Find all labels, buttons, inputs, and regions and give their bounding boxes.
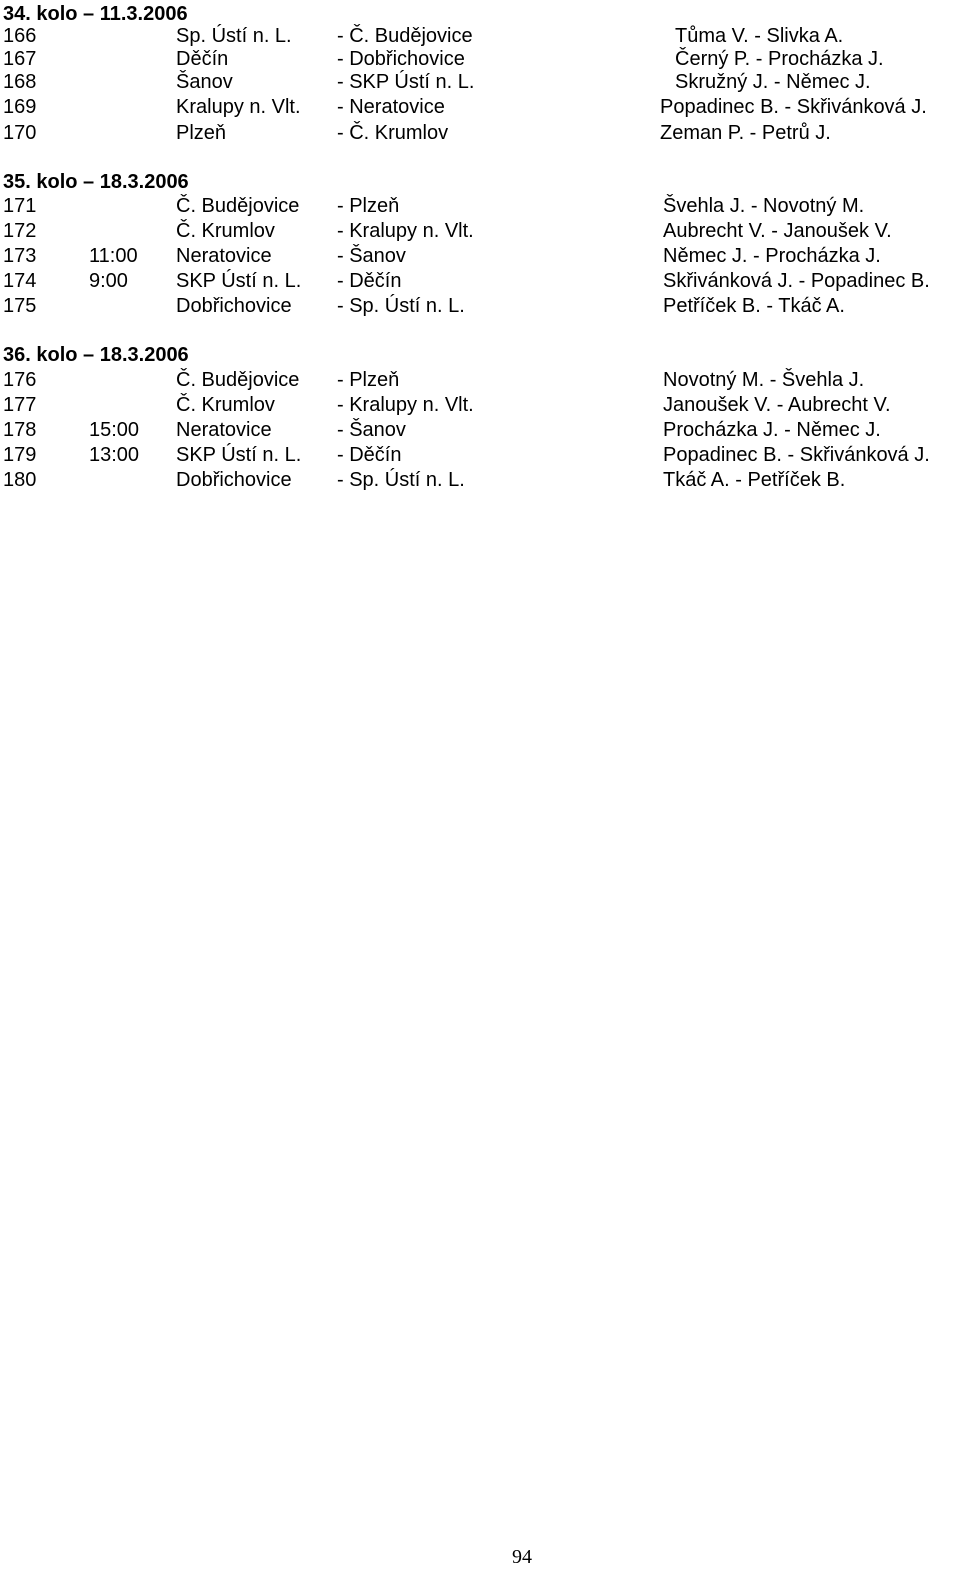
match-time: 11:00 xyxy=(89,245,138,267)
away-team: - Sp. Ústí n. L. xyxy=(337,295,465,317)
referees: Černý P. - Procházka J. xyxy=(675,48,884,70)
match-number: 180 xyxy=(3,469,37,491)
home-team: SKP Ústí n. L. xyxy=(176,444,302,466)
home-team: Dobřichovice xyxy=(176,295,292,317)
match-number: 171 xyxy=(3,195,37,217)
match-row xyxy=(0,468,960,492)
match-row xyxy=(0,70,960,94)
page-number: 94 xyxy=(512,1546,532,1568)
match-number: 168 xyxy=(3,71,37,93)
match-row xyxy=(0,244,960,268)
match-number: 178 xyxy=(3,419,37,441)
referees: Petříček B. - Tkáč A. xyxy=(663,295,845,317)
referees: Tkáč A. - Petříček B. xyxy=(663,469,846,491)
home-team: Sp. Ústí n. L. xyxy=(176,25,292,47)
away-team: - SKP Ústí n. L. xyxy=(337,71,475,93)
away-team: - Neratovice xyxy=(337,96,445,118)
home-team: Plzeň xyxy=(176,122,227,144)
away-team: - Kralupy n. Vlt. xyxy=(337,394,474,416)
referees: Novotný M. - Švehla J. xyxy=(663,369,865,391)
match-number: 167 xyxy=(3,48,37,70)
match-number: 177 xyxy=(3,394,37,416)
match-row xyxy=(0,443,960,467)
home-team: SKP Ústí n. L. xyxy=(176,270,302,292)
match-number: 169 xyxy=(3,96,37,118)
match-number: 175 xyxy=(3,295,37,317)
match-row xyxy=(0,219,960,243)
away-team: - Děčín xyxy=(337,270,402,292)
match-row xyxy=(0,121,960,145)
referees: Aubrecht V. - Janoušek V. xyxy=(663,220,892,242)
home-team: Šanov xyxy=(176,71,233,93)
away-team: - Šanov xyxy=(337,419,406,441)
match-number: 174 xyxy=(3,270,37,292)
away-team: - Č. Budějovice xyxy=(337,25,473,47)
match-number: 179 xyxy=(3,444,37,466)
match-time: 13:00 xyxy=(89,444,140,466)
match-number: 170 xyxy=(3,122,37,144)
referees: Popadinec B. - Skřivánková J. xyxy=(660,96,927,118)
home-team: Č. Budějovice xyxy=(176,195,300,217)
referees: Němec J. - Procházka J. xyxy=(663,245,881,267)
home-team: Č. Krumlov xyxy=(176,394,275,416)
match-time: 15:00 xyxy=(89,419,140,441)
home-team: Neratovice xyxy=(176,419,272,441)
away-team: - Sp. Ústí n. L. xyxy=(337,469,465,491)
match-row xyxy=(0,418,960,442)
home-team: Kralupy n. Vlt. xyxy=(176,96,301,118)
referees: Zeman P. - Petrů J. xyxy=(660,122,831,144)
match-row xyxy=(0,294,960,318)
match-row xyxy=(0,368,960,392)
referees: Skřivánková J. - Popadinec B. xyxy=(663,270,930,292)
match-row xyxy=(0,194,960,218)
match-number: 176 xyxy=(3,369,37,391)
match-row xyxy=(0,393,960,417)
away-team: - Č. Krumlov xyxy=(337,122,449,144)
referees: Procházka J. - Němec J. xyxy=(663,419,881,441)
away-team: - Dobřichovice xyxy=(337,48,465,70)
away-team: - Děčín xyxy=(337,444,402,466)
match-time: 9:00 xyxy=(89,270,128,292)
home-team: Č. Krumlov xyxy=(176,220,275,242)
home-team: Č. Budějovice xyxy=(176,369,300,391)
match-row xyxy=(0,269,960,293)
match-number: 166 xyxy=(3,25,37,47)
match-row xyxy=(0,95,960,119)
away-team: - Šanov xyxy=(337,245,406,267)
home-team: Děčín xyxy=(176,48,229,70)
away-team: - Kralupy n. Vlt. xyxy=(337,220,474,242)
match-number: 172 xyxy=(3,220,37,242)
away-team: - Plzeň xyxy=(337,195,400,217)
round-heading: 36. kolo – 18.3.2006 xyxy=(3,344,189,366)
round-heading: 34. kolo – 11.3.2006 xyxy=(3,3,188,25)
match-row xyxy=(0,24,960,48)
match-row xyxy=(0,47,960,71)
away-team: - Plzeň xyxy=(337,369,400,391)
round-heading: 35. kolo – 18.3.2006 xyxy=(3,171,189,193)
referees: Švehla J. - Novotný M. xyxy=(663,195,865,217)
referees: Popadinec B. - Skřivánková J. xyxy=(663,444,930,466)
match-number: 173 xyxy=(3,245,37,267)
referees: Skružný J. - Němec J. xyxy=(675,71,871,93)
referees: Tůma V. - Slivka A. xyxy=(675,25,844,47)
home-team: Neratovice xyxy=(176,245,272,267)
referees: Janoušek V. - Aubrecht V. xyxy=(663,394,891,416)
home-team: Dobřichovice xyxy=(176,469,292,491)
